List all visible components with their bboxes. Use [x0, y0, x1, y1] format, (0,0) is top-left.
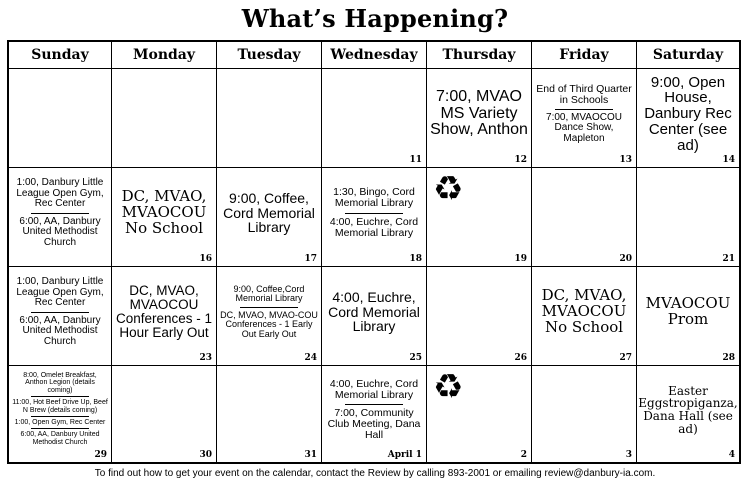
divider: [240, 307, 299, 308]
day-cell-27: [532, 267, 637, 366]
event-text: 7:00, Community Club Meeting, Dana Hall: [327, 406, 421, 442]
day-cell-20: [532, 168, 637, 267]
day-cell-empty: [9, 69, 112, 168]
event-text: End of Third Quarter in Schools: [536, 82, 632, 106]
divider: [31, 416, 89, 417]
day-cell-2: [427, 366, 532, 462]
event-text: DC, MVAO, MVAOCOU Conferences - 1 Hour Early Out: [115, 282, 213, 341]
day-header-thursday: Thursday: [427, 42, 532, 69]
page-title: What’s Happening?: [241, 4, 509, 33]
day-cell-3: [532, 366, 637, 462]
day-cell-empty: [217, 69, 322, 168]
event-text: 6:00, AA, Danbury United Methodist Church: [19, 314, 101, 347]
day-header-monday: Monday: [112, 42, 217, 69]
event-text: 4:00, Euchre, Cord Memorial Library: [329, 215, 419, 239]
day-cell-11: [322, 69, 427, 168]
day-header-tuesday: Tuesday: [217, 42, 322, 69]
day-number: 4: [728, 450, 735, 460]
divider: [345, 213, 404, 214]
day-number: 26: [514, 353, 527, 363]
event-text: 1:00, Open Gym, Rec Center: [14, 418, 106, 426]
day-number: 29: [94, 450, 107, 460]
day-number: April 1: [387, 450, 422, 460]
day-number: 27: [619, 353, 632, 363]
day-cell-15: [9, 168, 112, 267]
day-number: 11: [409, 155, 422, 165]
day-number: 24: [304, 353, 317, 363]
day-cell-4: [637, 366, 739, 462]
calendar-grid: [7, 40, 741, 464]
day-number: 20: [619, 254, 632, 264]
day-number: 12: [514, 155, 527, 165]
day-cell-22: [9, 267, 112, 366]
day-number: 28: [722, 353, 735, 363]
event-text: 11:00, Hot Beef Drive Up, Beef N Brew (details coming): [12, 399, 108, 414]
event-text: Easter Eggstropiganza, Dana Hall (see ad): [638, 383, 738, 436]
day-number: 16: [199, 254, 212, 264]
day-header-sunday: Sunday: [9, 42, 112, 69]
event-text: 6:00, AA, Danbury United Methodist Church: [19, 215, 101, 248]
day-cell-19: [427, 168, 532, 267]
event-text: 7:00, MVAO MS Variety Show, Anthon: [430, 87, 528, 139]
divider: [31, 213, 89, 214]
day-cell-21: [637, 168, 739, 267]
day-cell-24: [217, 267, 322, 366]
day-cell-26: [427, 267, 532, 366]
event-text: 6:00, AA, Danbury United Methodist Church: [20, 431, 100, 446]
divider: [345, 404, 404, 405]
event-text: DC, MVAO, MVAOCOU No School: [121, 187, 207, 237]
day-cell-28: [637, 267, 739, 366]
day-number: 14: [722, 155, 735, 165]
day-number: 3: [625, 450, 632, 460]
divider: [555, 109, 614, 110]
event-text: 9:00, Coffee, Cord Memorial Library: [223, 189, 315, 236]
day-number: 18: [409, 254, 422, 264]
day-cell-23: [112, 267, 217, 366]
divider: [31, 396, 89, 397]
event-text: 7:00, MVAOCOU Dance Show, Mapleton: [546, 111, 622, 144]
footer-note: To find out how to get your event on the calendar, contact the Review by calling 893-2001 or emailing review@danbury-ia.com.: [94, 468, 656, 479]
day-cell-14: [637, 69, 739, 168]
event-text: DC, MVAO, MVAOCOU No School: [541, 286, 627, 336]
day-number: 30: [199, 450, 212, 460]
day-cell-17: [217, 168, 322, 267]
day-number: 31: [304, 450, 317, 460]
event-text: 4:00, Euchre, Cord Memorial Library: [329, 377, 419, 401]
recycle-icon: ♻: [433, 368, 464, 406]
day-number: 23: [199, 353, 212, 363]
day-header-saturday: Saturday: [637, 42, 739, 69]
divider: [31, 428, 89, 429]
day-cell-12: [427, 69, 532, 168]
day-cell-april-1: [322, 366, 427, 462]
day-number: 13: [619, 155, 632, 165]
day-cell-18: [322, 168, 427, 267]
day-number: 19: [514, 254, 527, 264]
event-text: 9:00, Open House, Danbury Rec Center (see ad): [644, 73, 732, 154]
event-text: 1:00, Danbury Little League Open Gym, Rec Center: [16, 177, 104, 209]
event-text: 4:00, Euchre, Cord Memorial Library: [328, 288, 420, 335]
event-text: DC, MVAO, MVAO-COU Conferences - 1 Early Out Early Out: [220, 309, 318, 339]
divider: [31, 312, 89, 313]
event-text: 1:00, Danbury Little League Open Gym, Rec Center: [16, 276, 104, 308]
day-cell-25: [322, 267, 427, 366]
event-text: MVAOCOU Prom: [645, 294, 731, 328]
event-text: 9:00, Coffee,Cord Memorial Library: [233, 283, 305, 304]
day-cell-empty: [112, 69, 217, 168]
day-number: 2: [520, 450, 527, 460]
event-text: 1:30, Bingo, Cord Memorial Library: [333, 186, 415, 210]
day-cell-16: [112, 168, 217, 267]
day-header-friday: Friday: [532, 42, 637, 69]
day-cell-29: [9, 366, 112, 462]
recycle-icon: ♻: [433, 170, 464, 208]
day-cell-31: [217, 366, 322, 462]
day-number: 25: [409, 353, 422, 363]
day-number: 21: [722, 254, 735, 264]
day-number: 17: [304, 254, 317, 264]
day-cell-13: [532, 69, 637, 168]
day-header-wednesday: Wednesday: [322, 42, 427, 69]
event-text: 8:00, Omelet Breakfast, Anthon Legion (details coming): [23, 372, 97, 394]
day-cell-30: [112, 366, 217, 462]
